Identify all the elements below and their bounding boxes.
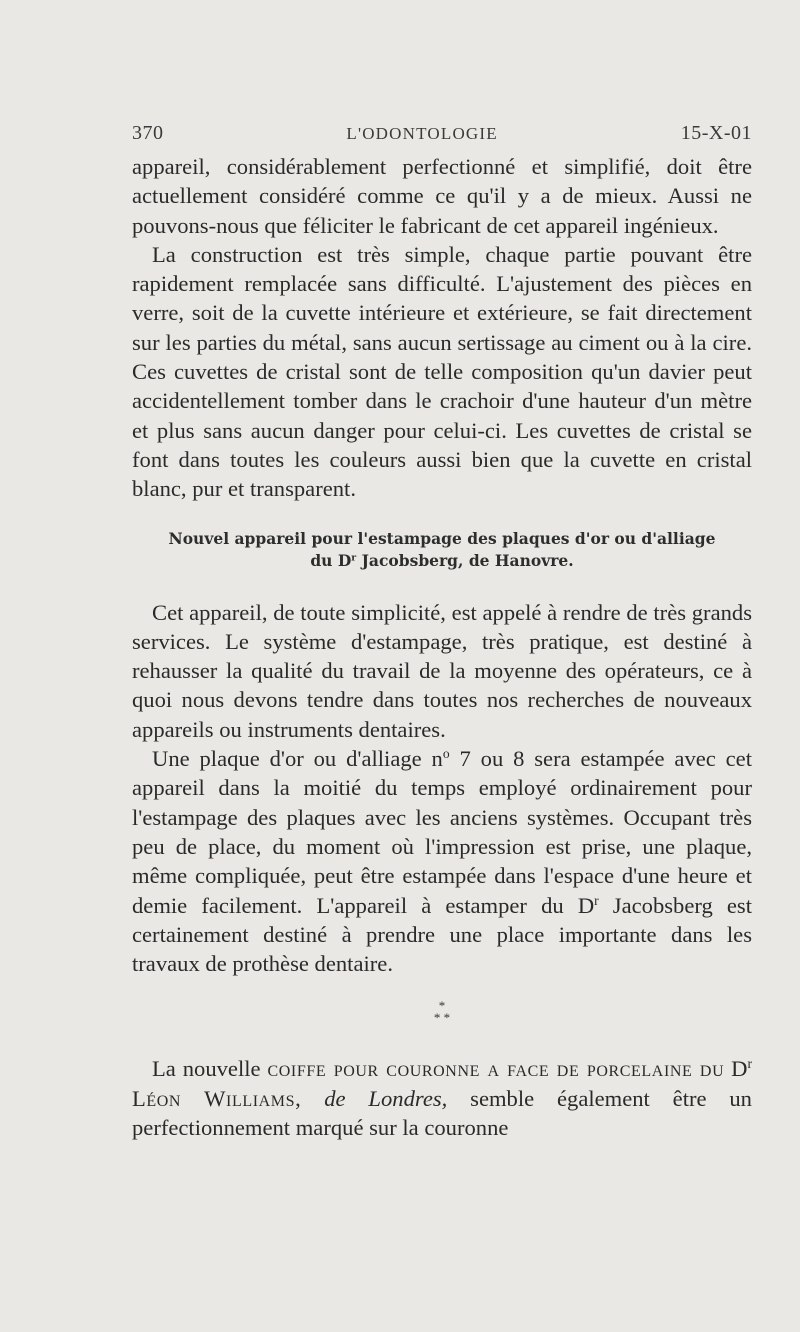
journal-title: L'ODONTOLOGIE: [346, 124, 498, 143]
section-title-line-2: du $D^r$ Jacobsberg, de Hanovre.: [310, 550, 574, 570]
paragraph-2: La construction est très simple, chaque partie pouvant être rapidement remplacée sans difficulté. L'ajustement des pièces en verre, soit de la cuvette intérieure et extérieure, se fait directement sur les parties du métal, sans aucun sertissage au ciment ou à la cire. Ces cuvettes de cristal sont de telle composition qu'un davier peut accidentellement tomber dans le crachoir d'une hauteur d'un mètre et plus sans aucun danger pour celui-ci. Les cuvettes de cristal se font dans toutes les couleurs aussi bien que la cuvette en cristal blanc, pur et transparent.: [132, 241, 752, 502]
section-title: [132, 528, 752, 572]
page-number: 370: [132, 122, 164, 144]
paragraph-3: Cet appareil, de toute simplicité, est appelé à rendre de très grands services. Le système d'estampage, très pratique, est destiné à rehausser la qualité du travail de la moyenne des opérateurs, ce à quoi nous devons tendre dans toutes nos recherches de nouveaux appareils ou instruments dentaires.: [132, 599, 752, 742]
paragraph-5: La nouvelle coiffe pour couronne a face de porcelaine du $D^r$ Léon Williams, de Londres, semble également être un perfectionnement marqué sur la couronne: [132, 1056, 752, 1141]
asterism-separator: * * *: [433, 998, 451, 1026]
running-header: [132, 122, 752, 145]
paragraph-4: Une plaque d'or ou d'alliage $n^o$ 7 ou 8 sera estampée avec cet appareil dans la moitié du temps employé ordinairement pour l'estampage des plaques avec les anciens systèmes. Occupant très peu de place, du moment où l'impression est prise, une plaque, même compliquée, peut être estampée dans l'espace d'une heure et demie facilement. L'appareil à estamper du $D^r$ Jacobsberg est certainement destiné à prendre une place importante dans les travaux de prothèse dentaire.: [132, 745, 753, 977]
issue-date: 15-X-01: [680, 122, 752, 144]
page-body: [132, 152, 752, 1142]
section-title-line-1: Nouvel appareil pour l'estampage des plaques d'or ou d'alliage: [168, 528, 716, 548]
paragraph-1: appareil, considérablement perfectionné et simplifié, doit être actuellement considéré comme ce qu'il y a de mieux. Aussi ne pouvons-nous que féliciter le fabricant de cet appareil ingénieux.: [132, 154, 752, 238]
